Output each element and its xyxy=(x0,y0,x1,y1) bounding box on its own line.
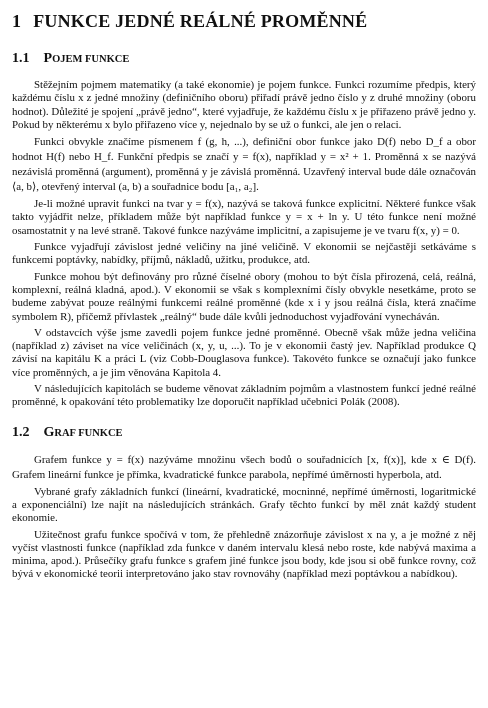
section-heading xyxy=(12,424,476,443)
paragraph: Funkce vyjadřují závislost jedné veličiny na jiné veličině. V ekonomii se nejčastěji setkáváme s funkcemi poptávky, nabídky, příjmů, nákladů, užitku, produkce, atd. xyxy=(12,241,476,267)
section-pojem-funkce xyxy=(12,50,476,410)
section-heading xyxy=(12,50,476,69)
paragraph: Grafem funkce y = f(x) nazýváme množinu všech bodů o souřadnicích [x, f(x)], kde x ∈ D(f). Grafem lineární funkce je přímka, kvadratické funkce parabola, nepřímé úměrnosti hyperbola, atd. xyxy=(12,453,476,481)
section-title-rest: RAF FUNKCE xyxy=(54,427,123,439)
section-graf-funkce xyxy=(12,424,476,582)
paragraph: Vybrané grafy základních funkcí (lineární, kvadratické, mocninné, nepřímé úměrnosti, logaritmické a exponenciální) lze najít na následujících stránkách. Grafy těchto funkcí by měl znát každý student ekonomie. xyxy=(12,485,476,525)
chapter-number: 1 xyxy=(12,11,22,31)
section-number: 1.1 xyxy=(12,51,30,66)
section-number: 1.2 xyxy=(12,424,30,440)
paragraph: Funkci obvykle značíme písmenem f (g, h, ...), definiční obor funkce jako D(f) nebo D_f a obor hodnot H(f) nebo H_f. Funkční předpis se značí y = f(x), například y = x² + 1. Proměnná x se nazývá nezávislá proměnná (argument), proměnná y je závislá proměnná. Uzavřený interval bude dále označován ⟨a, b⟩, otevřený interval (a, b) a souřadnice bodu [a₁, a₂]. xyxy=(12,136,476,194)
section-title-initial: G xyxy=(43,424,55,440)
paragraph: Užitečnost grafu funkce spočívá v tom, že přehledně znázorňuje závislost x na y, a je možné z něj vyčíst vlastnosti funkce (například zda funkce v daném intervalu klesá nebo roste, kde nabývá maxima a minima, apod.). Průsečíky grafu funkce s grafem jiné funkce jsou body, kde jsou si obě funkce rovny, což bývá v ekonomické teorii interpretováno jako stav rovnováhy (například mezi poptávkou a nabídkou). xyxy=(12,528,476,581)
chapter-title: FUNKCE JEDNÉ REÁLNÉ PROMĚNNÉ xyxy=(33,11,368,31)
paragraph: Funkce mohou být definovány pro různé číselné obory (mohou to být čísla přirozená, celá, reálná, komplexní, reálná kladná, apod.). V ekonomii se však s komplexními čísly obvykle nesetkáme, proto se budeme zabývat pouze reálnými funkcemi reálné proměnné (kde x i y jsou reálná čísla, která značíme symbolem R), přičemž přívlastek „reálný“ bude dále kvůli jednoduchost vyjadřování vynecháván. xyxy=(12,270,476,323)
paragraph: Stěžejním pojmem matematiky (a také ekonomie) je pojem funkce. Funkci rozumíme předpis, který každému číslu x z jedné množiny (definičního oboru) přiřadí právě jedno číslo y z druhé množiny (oboru hodnot). Důležité je spojení „právě jedno“, které vyjadřuje, že každému číslu x je přiřazeno právě jedno y. Pokud by některému x bylo přiřazeno více y, nejednalo by se už o funkci, ale jen o relaci. xyxy=(12,79,476,131)
section-title-rest: OJEM FUNKCE xyxy=(52,54,130,65)
chapter-heading xyxy=(12,10,476,32)
paragraph: V odstavcích výše jsme zavedli pojem funkce jedné proměnné. Obecně však může jedna veličina (například z) záviset na více veličinách (x, y, u, ...). To je v ekonomii častý jev. Například produkce Q závisí na kapitálu K a práci L (viz Cobb-Douglasova funkce). Takovéto funkce se označují jako funkce více proměnných, a je jim věnována Kapitola 4. xyxy=(12,326,476,379)
paragraph: V následujících kapitolách se budeme věnovat základním pojmům a vlastnostem funkcí jedné reálné proměnné, k opakování této problematiky lze doporučit například učebnici Polák (2008). xyxy=(12,383,476,409)
section-title-initial: P xyxy=(43,51,53,66)
paragraph: Je-li možné upravit funkci na tvar y = f(x), nazývá se taková funkce explicitní. Některé funkce však takto vyjádřit nelze, příkladem může být například funkce y = x + ln y. U této funkce není možné osamostatnit y na levé straně. Takové funkce nazýváme implicitní, a zapisujeme je ve tvaru f(x, y) = 0. xyxy=(12,198,476,237)
